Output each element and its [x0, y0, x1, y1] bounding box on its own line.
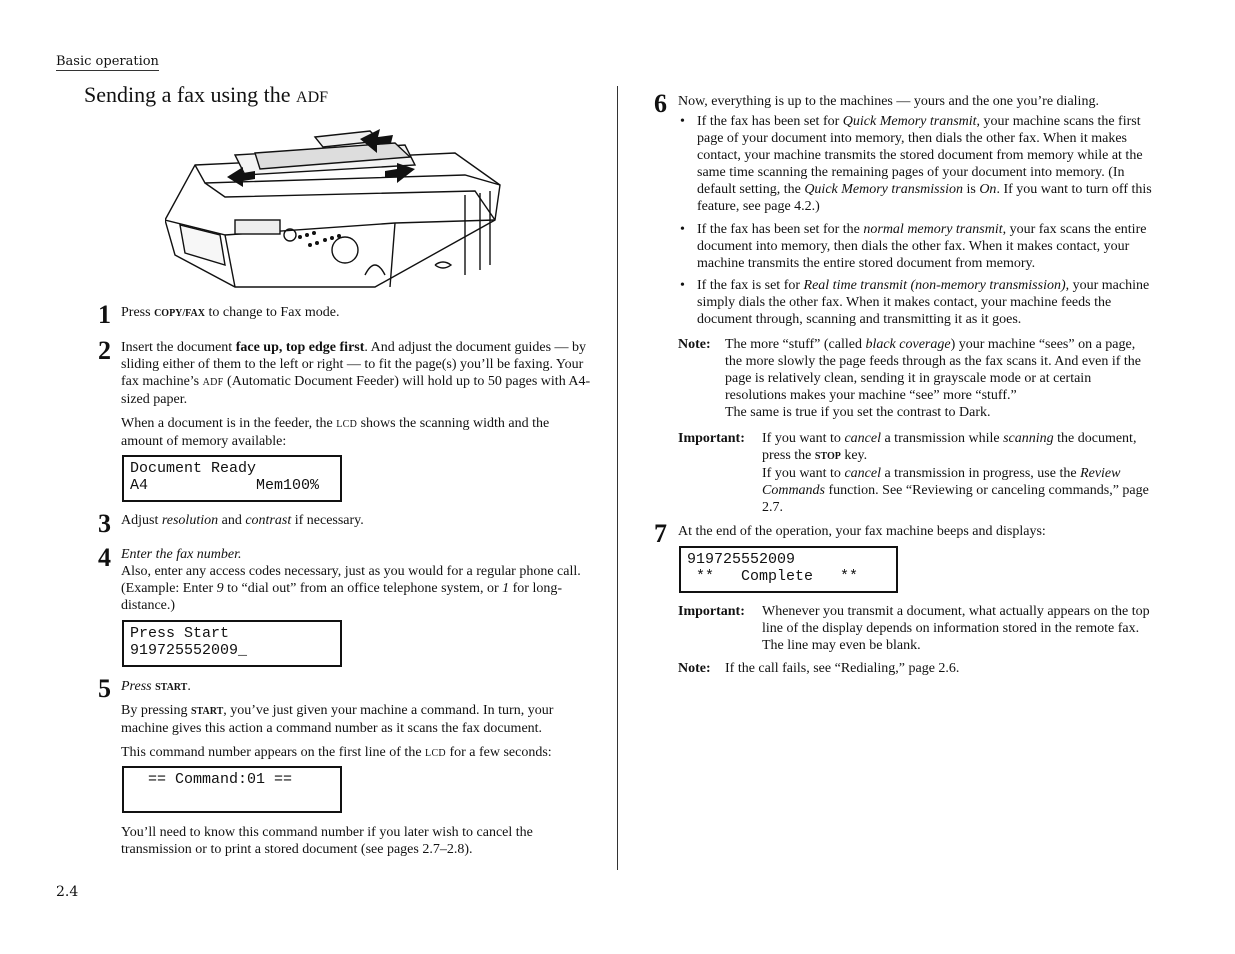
step-4-number: 4: [98, 543, 111, 572]
step-7-note: Note: If the call fails, see “Redialing,” page 2.6.: [678, 661, 960, 676]
lcd-complete: 919725552009 ** Complete **: [679, 546, 898, 593]
lcd-press-start: Press Start 919725552009_: [122, 620, 342, 667]
step-2-number: 2: [98, 336, 111, 365]
step-7-important: Important: Whenever you transmit a document, what actually appears on the top line of the display depends on information stored in the remote fax. The line may even be blank.: [678, 604, 1150, 653]
step-6-intro: Now, everything is up to the machines — yours and the one you’re dialing.: [678, 94, 1099, 109]
fax-machine-illustration: [165, 125, 510, 290]
bullet-normal-memory: • If the fax has been set for the normal memory transmit, your fax scans the entire document into memory, then dials the other fax. When it makes contact, your machine transmits the entire stored document from memory.: [680, 222, 1147, 271]
step-1-number: 1: [98, 300, 111, 329]
page-number: 2.4: [56, 884, 79, 900]
column-divider: [617, 86, 618, 870]
lcd-command-number: == Command:01 ==: [122, 766, 342, 813]
step-4-text: Enter the fax number. Also, enter any access codes necessary, just as you would for a regular phone call. (Example: Enter 9 to “dial out” from an office telephone system, or 1 for long-distance.): [121, 547, 581, 613]
step-6-note: Note: The more “stuff” (called black coverage) your machine “sees” on a page, the more slowly the page feeds through as the fax scans it. And even if the page is relatively clean, sending it in grayscale mode or at certain resolutions makes your machine “see” more “stuff.” The same is true if you set the contrast to Dark.: [678, 337, 1141, 420]
step-7-intro: At the end of the operation, your fax machine beeps and displays:: [678, 524, 1046, 539]
stop-key: STOP: [814, 451, 841, 462]
step-3-text: Adjust resolution and contrast if necessary.: [121, 513, 364, 528]
step-5-para-2: This command number appears on the first line of the LCD for a few seconds:: [121, 745, 552, 760]
step-7-number: 7: [654, 519, 667, 548]
start-key: START: [155, 682, 188, 693]
step-2-text: Insert the document face up, top edge first. And adjust the document guides — by sliding either of them to the left or right — to fit the page(s) you’ll be faxing. Your fax machine’s ADF (Automatic Document Feeder) will hold up to 50 pages with A4-sized paper.: [121, 340, 591, 407]
bullet-quick-memory: • If the fax has been set for Quick Memory transmit, your machine scans the first page of your document into memory, then dials the other fax. When it makes contact, your machine transmits the stored document from memory while at the same time scanning the remaining pages of your document into memory. (In default setting, the Quick Memory transmission is On. If you want to turn off this feature, see page 4.2.): [680, 114, 1152, 214]
step-3-number: 3: [98, 509, 111, 538]
step-5-para-1: By pressing START, you’ve just given your machine a command. In turn, your machine gives this action a command number as it scans the fax document.: [121, 703, 554, 736]
bullet-real-time: • If the fax is set for Real time transmit (non-memory transmission), your machine simply dials the other fax. When it makes contact, your machine feeds the document through, scanning and transmitting it as it goes.: [680, 278, 1150, 327]
step-6-important: Important: If you want to cancel a transmission while scanning the document, press the STOP key. If you want to cancel a transmission in progress, use the Review Commands function. See “Reviewing or canceling commands,” page 2.7.: [678, 431, 1149, 515]
copy-fax-key: COPY/FAX: [154, 308, 205, 319]
step-5-text: Press START.: [121, 679, 191, 694]
step-6-number: 6: [654, 89, 667, 118]
section-header: Basic operation: [56, 54, 159, 69]
lcd-document-ready: Document Ready A4 Mem100%: [122, 455, 342, 502]
step-1-text: Press COPY/FAX to change to Fax mode.: [121, 305, 340, 320]
step-5-para-3: You’ll need to know this command number if you later wish to cancel the transmission or to print a stored document (see pages 2.7–2.8).: [121, 825, 533, 857]
step-2-lcd-intro: When a document is in the feeder, the LCD shows the scanning width and the amount of memory available:: [121, 416, 550, 449]
page-title: Sending a fax using the ADF: [84, 82, 329, 107]
step-5-number: 5: [98, 674, 111, 703]
